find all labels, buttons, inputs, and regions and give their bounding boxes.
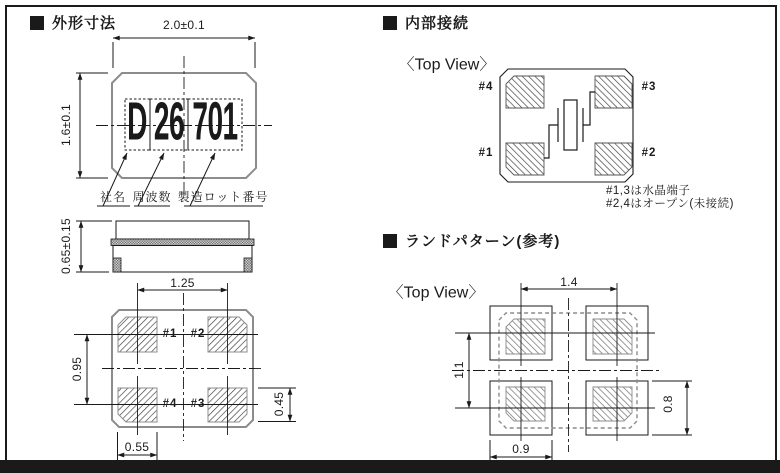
land-pad-tr: [593, 319, 632, 354]
internal-pad-label-4: #4: [478, 81, 494, 93]
internal-pad-4: [506, 76, 544, 108]
dim-label-thickness: 0.65±0.15: [59, 218, 73, 274]
internal-connection-view: [500, 69, 633, 182]
section-header-outline: [30, 12, 116, 33]
marking-frequency-code: 26: [153, 91, 185, 152]
side-terminal-right: [244, 258, 252, 272]
package-bottom-view: [74, 283, 296, 460]
internal-pad-2: [595, 143, 632, 175]
dim-label-pad-pitch-x: 1.25: [170, 276, 195, 290]
internal-pad-label-1: #1: [478, 147, 494, 159]
land-pattern-view: [452, 283, 692, 462]
dim-label-land-pitch-x: 1.4: [560, 275, 578, 289]
section-bullet-icon: [30, 16, 44, 30]
marking-company-code: D: [127, 91, 147, 152]
side-seal-band: [111, 239, 254, 246]
section-header-internal: [383, 12, 469, 33]
land-pad-bl: [506, 387, 545, 421]
dim-label-pad-width: 0.55: [124, 440, 150, 454]
package-side-view: [76, 221, 254, 272]
section-title: 外形寸法: [52, 15, 117, 32]
callout-company: 社名: [99, 190, 127, 204]
dim-label-pad-height: 0.45: [272, 391, 286, 417]
land-pad-tl: [506, 319, 545, 354]
dim-label-height: 1.6±0.1: [59, 103, 73, 147]
side-lid: [116, 221, 249, 239]
land-center-lines: [452, 298, 662, 452]
internal-note-crystal-terminals: #1,3は水晶端子: [606, 185, 691, 197]
land-pad-br: [593, 387, 632, 421]
dim-label-land-width: 0.9: [512, 442, 530, 456]
dim-label-width: 2.0±0.1: [162, 18, 206, 32]
internal-pad-label-2: #2: [641, 147, 657, 159]
internal-notes: [606, 185, 734, 211]
section-title: 内部接続: [405, 15, 470, 32]
section-header-land: [383, 230, 560, 251]
internal-pad-1: [506, 143, 544, 175]
internal-note-open-terminals: #2,4はオープン(未接続): [606, 198, 735, 210]
internal-pad-3: [595, 76, 632, 108]
dim-label-land-height: 0.8: [661, 395, 675, 413]
internal-pad-label-3: #3: [641, 81, 657, 93]
internal-top-view-label: 〈Top View〉: [398, 56, 496, 74]
bottom-pad-label-3: #3: [190, 398, 206, 410]
side-base: [113, 246, 252, 273]
bottom-pad-label-1: #1: [162, 328, 178, 340]
bottom-pad-label-4: #4: [162, 398, 178, 410]
dim-label-land-pitch-y: 1.1: [452, 361, 466, 379]
section-bullet-icon: [383, 16, 397, 30]
dim-thickness-0.65: [76, 221, 112, 272]
callout-frequency: 周波数: [132, 190, 172, 204]
land-pads: [506, 319, 632, 421]
callout-lot: 製造ロット番号: [177, 190, 269, 204]
marking-lot-code: 701: [192, 91, 238, 152]
side-terminal-left: [113, 258, 121, 272]
land-top-view-label: 〈Top View〉: [387, 284, 485, 302]
bottom-pad-label-2: #2: [190, 328, 206, 340]
section-bullet-icon: [383, 234, 397, 248]
dim-label-pad-pitch-y: 0.95: [70, 356, 84, 382]
section-title: ランドパターン(参考): [405, 233, 561, 250]
